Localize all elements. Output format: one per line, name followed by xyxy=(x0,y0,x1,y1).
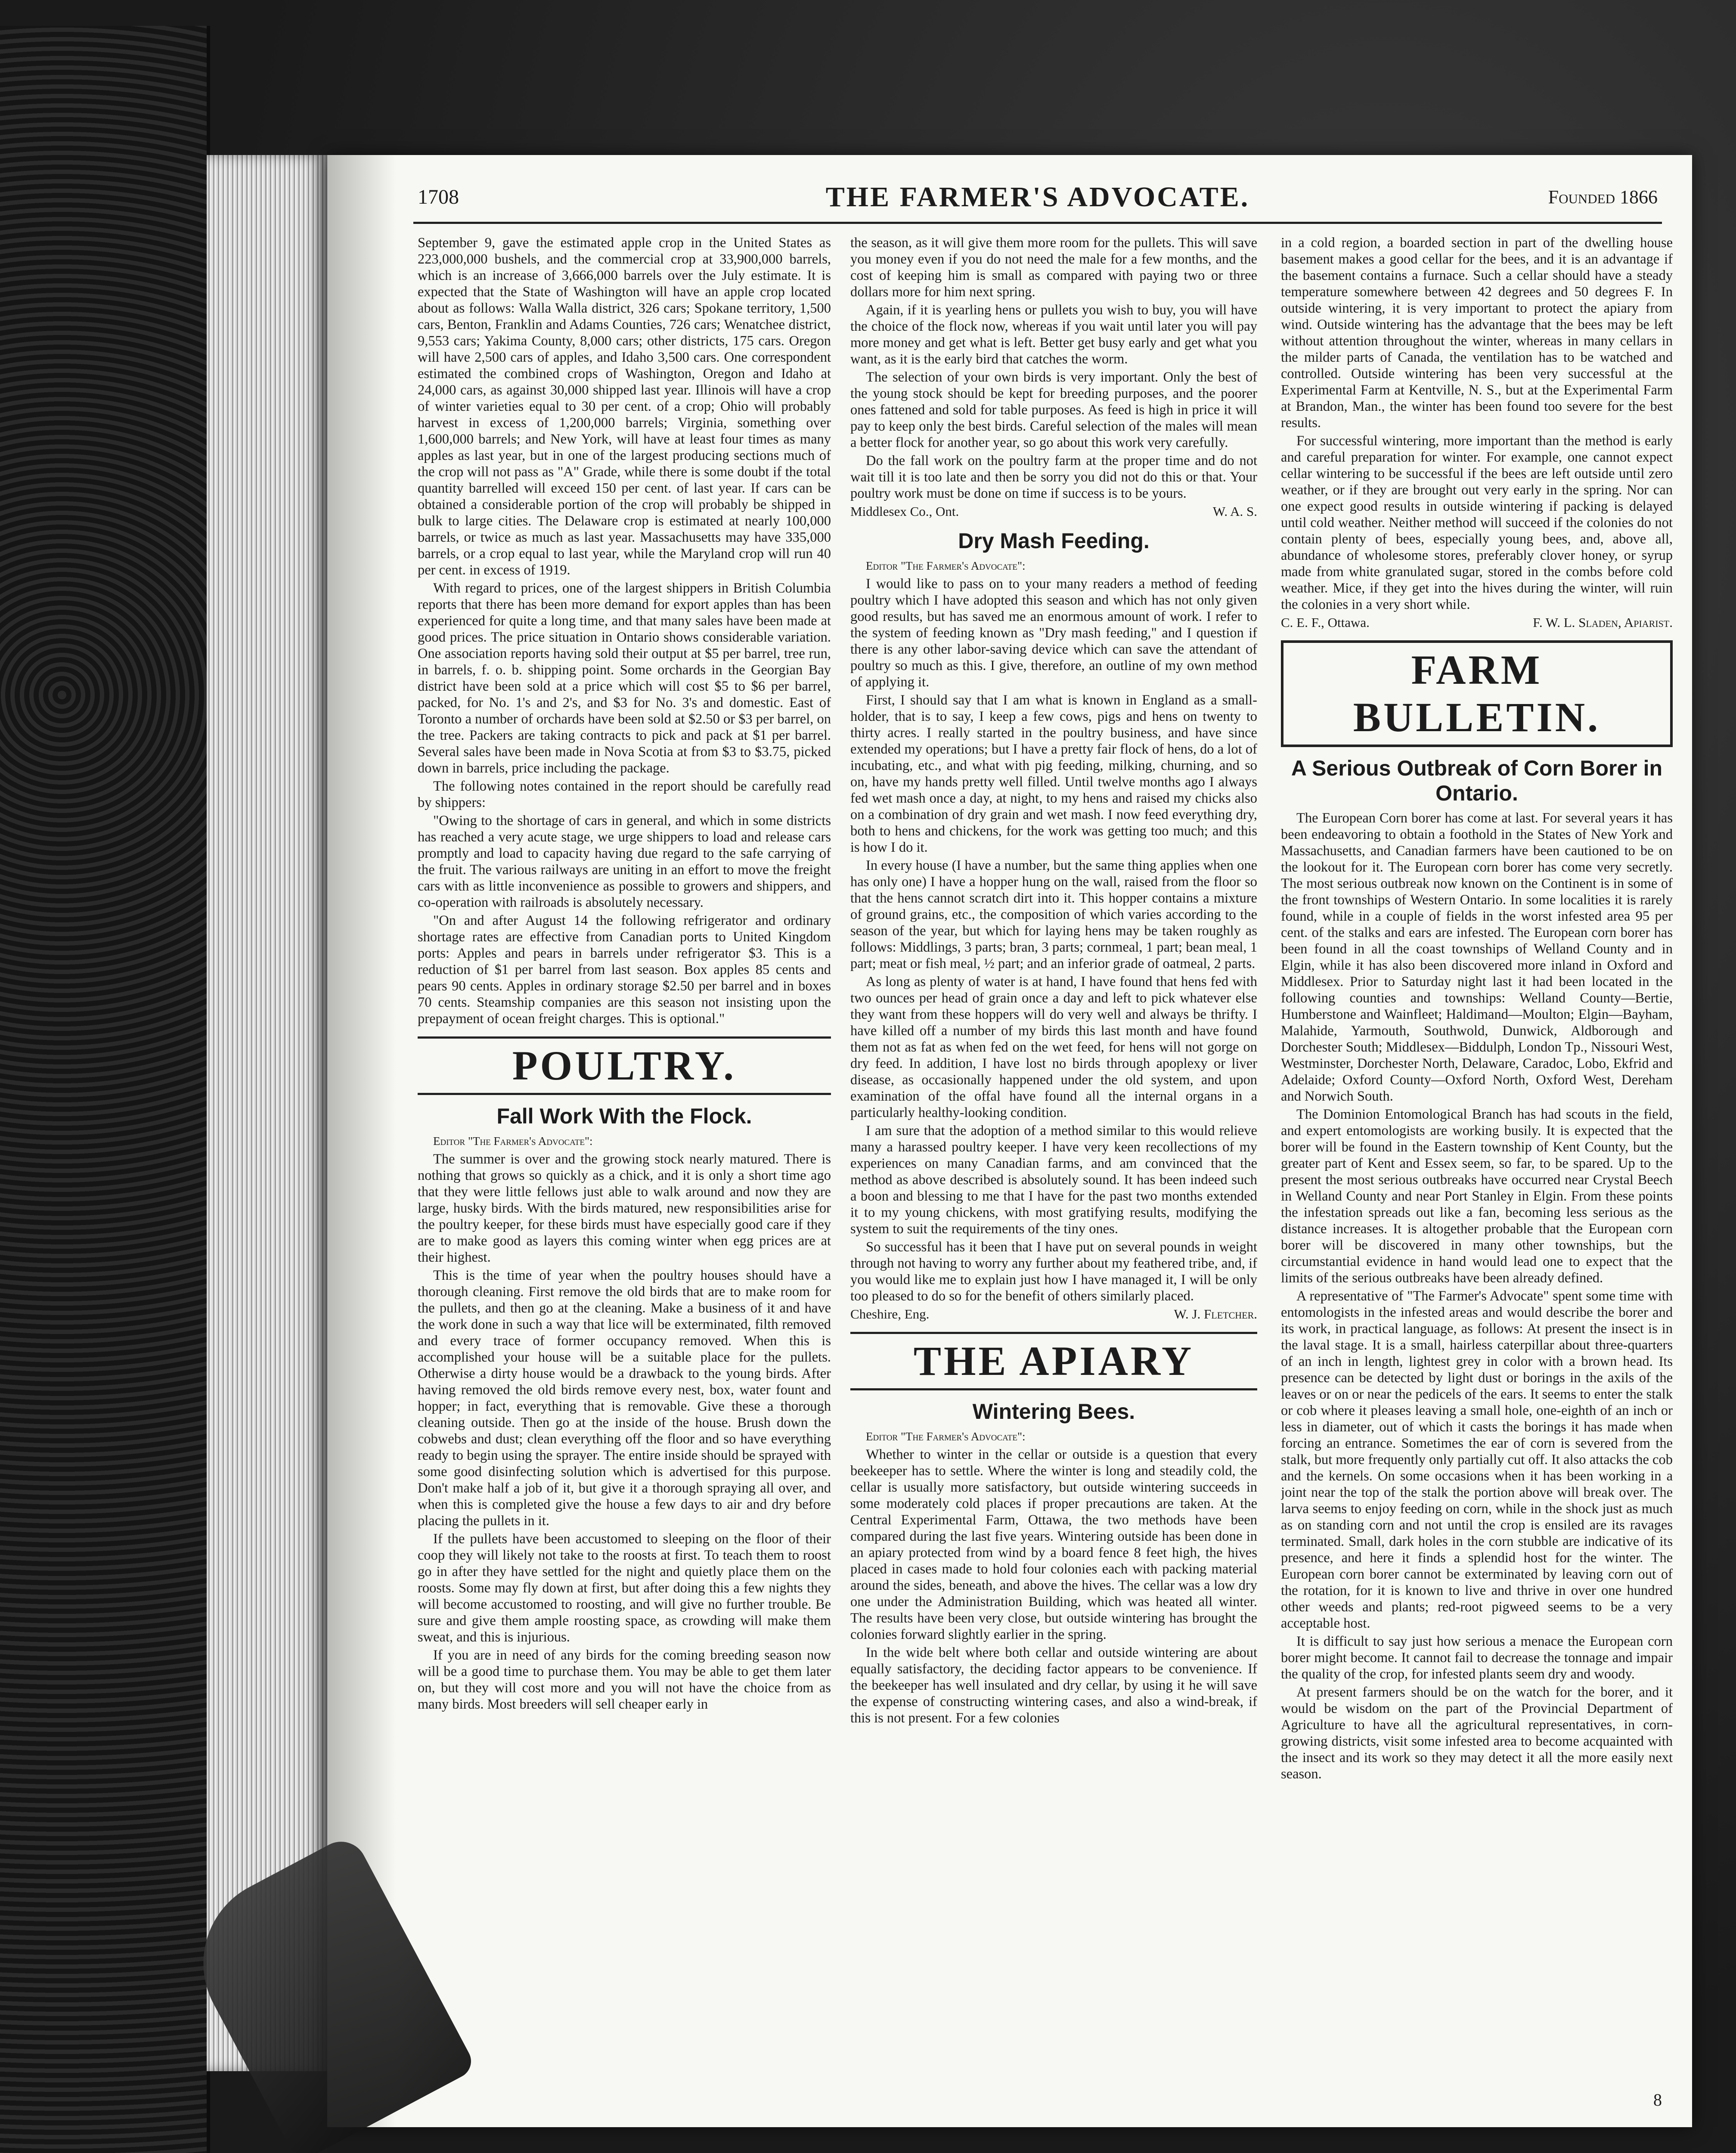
article-paragraph: The summer is over and the growing stock nearly matured. There is nothing that grows so quickly as a chick, and it is only a short time ago that they were little fellows just able to walk around and now they are large, husky birds. With the birds matured, new responsibilities arise for the poultry keeper, for these birds must have especially good care if they are to make good as layers this coming winter when egg prices are at their highest. xyxy=(418,1151,831,1265)
signature-place: Middlesex Co., Ont. xyxy=(850,504,959,519)
article-paragraph: In the wide belt where both cellar and outside wintering are about equally satisfactory, the deciding factor appears to be convenience. If the beekeeper has well insulated and dry cellar, by using it he will save the expense of constructing wintering cases, and also a wind-break, if this is not present. For a few colonies xyxy=(850,1645,1257,1726)
article-paragraph: The following notes contained in the report should be carefully read by shippers: xyxy=(418,779,831,810)
article-paragraph: Whether to winter in the cellar or outside is a question that every beekeeper has to settle. Where the winter is long and steadily cold, the cellar is usually more satisfactory, but outside wintering succeeds in some moderately cold places if proper precautions are taken. At the Central Experimental Farm, Ottawa, the two methods have been compared during the last five years. Wintering outside has been done in an apiary protected from wind by a board fence 8 feet high, the hives placed in cases made to hold four colonies each with packing material around the sides, beneath, and above the hives. The cellar was a low dry one under the Administration Building, which was heated all winter. The results have been very close, but outside wintering has brought the colonies forward slightly earlier in the spring. xyxy=(850,1447,1257,1642)
article-paragraph: "On and after August 14 the following refrigerator and ordinary shortage rates are effective from Canadian ports to United Kingdom ports: Apples and pears in barrels under refrigerator $3. This is a reduction of $1 per barrel from last season. Box apples 85 cents and pears 90 cents. Apples in ordinary storage $2.50 per barrel and in boxes 70 cents. Steamship companies are this season not insisting upon the prepayment of ocean freight charges. This is optional." xyxy=(418,913,831,1027)
founded-label: Founded 1866 xyxy=(1548,186,1658,208)
article-paragraph: So successful has it been that I have put on several pounds in weight through not having to worry any further about my feathered tribe, and, if you would like me to explain just how I have managed it, I will be only too pleased to do so for the benefit of others similarly placed. xyxy=(850,1239,1257,1304)
editor-salutation: Editor "The Farmer's Advocate": xyxy=(866,559,1026,572)
article-paragraph: At present farmers should be on the watch for the borer, and it would be wisdom on the part of the Provincial Department of Agriculture to have all the agricultural representatives, in corn-growing districts, visit some infested area to become acquainted with the insect and its work so they may detect it all the more easily next season. xyxy=(1281,1685,1673,1782)
article-paragraph: As long as plenty of water is at hand, I have found that hens fed with two ounces per head of grain once a day and left to pick whatever else they want from these hoppers will do very well and always be thrifty. I have killed off a number of my birds this last month and have found them not as fat as when fed on the wet feed, for hens will not gorge on dry feed. In addition, I have lost no birds through apoplexy or liver disease, as occasionally happened under the old system, and upon examination of the offal have found all the internal organs in a particularly healthy-looking condition. xyxy=(850,974,1257,1120)
signature-mark: 8 xyxy=(1653,2090,1662,2110)
article-paragraph: Do the fall work on the poultry farm at the proper time and do not wait till it is too late and then be sorry you did not do this or that. Your poultry work must be done on time if success is to be yours. xyxy=(850,453,1257,501)
article-paragraph: This is the time of year when the poultry houses should have a thorough cleaning. First remove the old birds that are to make room for the pullets, and then go at the cleaning. Make a business of it and have the work done in such a way that lice will be exterminated, filth removed and every trace of former occupancy removed. When this is accomplished your house will be a suitable place for the pullets. Otherwise a dirty house would be a drawback to the young birds. After having removed the old birds remove every nest, box, water fount and hopper; in fact, everything that is removable. Give these a thorough cleaning outside. Then go at the inside of the house. Brush down the cobwebs and dust; clean everything off the floor and so have everything ready to begin using the sprayer. The entire inside should be sprayed with some good disinfecting solution which is advertised for this purpose. Don't make half a job of it, but give it a thorough spraying all over, and when this is completed give the house a few days to air and dry before placing the pullets in it. xyxy=(418,1268,831,1529)
signature-author: W. J. Fletcher. xyxy=(1174,1306,1257,1322)
signature-author: F. W. L. Sladen, Apiarist. xyxy=(1533,615,1673,630)
article-paragraph: A representative of "The Farmer's Advocate" spent some time with entomologists in the infested areas and would describe the borer and its work, in practical language, as follows: At present the insect is in the laval stage. It is a small, hairless caterpillar about three-quarters of an inch in length, lightest grey in color with a brown head. Its presence can be detected by light dust or borings in the axils of the leaves or on or near the pedicels of the ears. It seems to enter the stalk or cob where it pleases leaving a small hole, one-eighth of an inch or less in diameter, out of which it casts the borings it has made when forcing an entrance. Sometimes the ear of corn is severed from the stalk, but more frequently only partially cut off. It also attacks the cob and the kernels. On some occasions when it has been working in a joint near the top of the stalk the portion above will break over. The larva seems to enjoy feeding on corn, while in the shock just as much as on standing corn and not until the crop is ensiled are its ravages terminated. Small, dark holes in the corn stubble are indicative of its presence, and here it finds a splendid host for the winter. The European corn borer cannot be exterminated by leaving corn out of the rotation, for it is known to live and thrive in over one hundred other weeds and plants; red-root pigweed seems to be a very acceptable host. xyxy=(1281,1288,1673,1631)
article-headline: Wintering Bees. xyxy=(972,1399,1135,1424)
department-heading-apiary: THE APIARY xyxy=(850,1332,1257,1390)
editor-salutation: Editor "The Farmer's Advocate": xyxy=(433,1135,593,1148)
signature-place: C. E. F., Ottawa. xyxy=(1281,615,1370,630)
article-paragraph: With regard to prices, one of the largest shippers in British Columbia reports that there has been more demand for export apples than has been experienced for quite a long time, and that many sales have been made at good prices. The price situation in Ontario shows considerable variation. One association reports having sold their output at $5 per barrel, tree run, in barrels, f. o. b. shipping point. Some orchards in the Georgian Bay district have been sold at a price which will cost $5 to $6 per barrel, packed, for No. 1's and 2's, and $3 for No. 3's and domestic. East of Toronto a number of orchards have been sold at $2.50 or $3 per barrel, on the tree. Packers are taking contracts to pick and pack at $1 per barrel. Several sales have been made in Nova Scotia at from $3 to $3.75, picked down in barrels, price including the package. xyxy=(418,580,831,776)
article-paragraph: The selection of your own birds is very important. Only the best of the young stock should be kept for breeding purposes, and the poorer ones fattened and sold for table purposes. As feed is high in price it will pay to keep only the best birds. Careful selection of the males will mean a better flock for another year, so go about this work very carefully. xyxy=(850,369,1257,450)
article-paragraph: the season, as it will give them more room for the pullets. This will save you money even if you do not need the male for a few months, and the cost of keeping him is small as compared with paying two or three dollars more for him next spring. xyxy=(850,235,1257,300)
article-paragraph: It is difficult to say just how serious a menace the European corn borer might become. It cannot fail to decrease the tonnage and impair the quality of the crop, for infested plants seem dry and woody. xyxy=(1281,1634,1673,1682)
signature-line xyxy=(850,1306,1257,1322)
department-heading-poultry: POULTRY. xyxy=(418,1036,831,1095)
article-paragraph: in a cold region, a boarded section in part of the dwelling house basement makes a good cellar for the bees, and it is an advantage if the basement contains a furnace. Such a cellar should have a steady temperature somewhere between 42 degrees and 50 degrees F. In outside wintering, it is very important to protect the apiary from wind. Outside wintering has the advantage that the bees may be left without attention throughout the winter, whereas in many cellars in the milder parts of Canada, the ventilation has to be watched and controlled. Outside wintering has been very successful at the Experimental Farm at Kentville, N. S., but at the Experimental Farm at Brandon, Man., the winter has been found too severe for the best results. xyxy=(1281,235,1673,431)
article-headline: Dry Mash Feeding. xyxy=(958,529,1150,553)
article-paragraph: If you are in need of any birds for the coming breeding season now will be a good time to purchase them. You may be able to get them later on, but they will cost more and you will not have the choice from as many birds. Most breeders will sell cheaper early in xyxy=(418,1647,831,1712)
article-paragraph: September 9, gave the estimated apple crop in the United States as 223,000,000 bushels, and the commercial crop at 33,900,000 barrels, which is an increase of 3,666,000 barrels over the July estimate. It is expected that the State of Washington will have an apple crop located about as follows: Walla Walla district, 326 cars; Spokane territory, 1,500 cars, Benton, Franklin and Adams Counties, 726 cars; Wenatchee district, 9,553 cars; Yakima County, 8,000 cars; other districts, 175 cars. Oregon will have 2,500 cars of apples, and Idaho 3,500 cars. One correspondent estimated the combined crops of Washington, Oregon and Idaho at 24,000 cars, as against 30,000 shipped last year. Illinois will have a crop of winter varieties equal to 30 per cent. of a crop; Ohio will probably harvest in excess of 1,200,000 barrels; Virginia, something over 1,600,000 barrels; and New York, will have at least four times as many apples as last year, but in one of the largest producing sections much of the crop will not pass as "A" Grade, while there is some doubt if the total quantity barrelled will exceed 150 per cent. of last year. If cars can be obtained a considerable portion of the crop will probably be shipped in bulk to large cities. The Delaware crop is estimated at nearly 100,000 barrels, or twice as much as last year. Massachusetts may have 335,000 barrels, or a crop equal to last year, while the Maryland crop will run 40 per cent. in excess of 1919. xyxy=(418,235,831,578)
article-headline: Fall Work With the Flock. xyxy=(496,1104,752,1128)
signature-line xyxy=(1281,614,1673,631)
running-head xyxy=(418,181,1658,224)
article-headline: A Serious Outbreak of Corn Borer in Ontario. xyxy=(1291,756,1663,805)
article-paragraph: First, I should say that I am what is known in England as a small-holder, that is to say, I keep a few cows, pigs and hens on twenty to thirty acres. I really started in the poultry business, and have since extended my operations; but I have a pretty fair flock of hens, do a lot of incubating, etc., and what with pig feeding, milking, churning, and so on, have my hands pretty well filled. Until twelve months ago I always fed wet mash once a day, at night, to my hens and raised my chicks also on a combination of dry grain and wet mash. I now feed everything dry, both to hens and chickens, for the work was getting too much; and this is how I do it. xyxy=(850,692,1257,855)
article-paragraph: The Dominion Entomological Branch has had scouts in the field, and expert entomologists are working busily. It is expected that the borer will be found in the Eastern township of Kent County, but the greater part of Kent and Essex seem, so far, to be spared. Up to the present the most serious outbreaks have occurred near Crystal Beech in Welland County and near Port Stanley in Elgin. From these points the infestation spreads out like a fan, becoming less serious as the distance increases. It is altogether probable that the European corn borer will be discovered in many other townships, but the circumstantial evidence in hand would lead one to expect that the limits of the serious outbreaks have been already defined. xyxy=(1281,1107,1673,1286)
article-paragraph: I would like to pass on to your many readers a method of feeding poultry which I have adopted this season and which has not only given good results, but has saved me an enormous amount of work. I refer to the system of feeding known as "Dry mash feeding," and I question if there is any other labor-saving device which can save the attendant of poultry so much as this. I give, therefore, an outline of my own method of applying it. xyxy=(850,576,1257,690)
page-number: 1708 xyxy=(418,186,459,208)
column-2 xyxy=(850,235,1257,2086)
book-page xyxy=(327,155,1692,2127)
patterned-endpaper xyxy=(0,26,210,2153)
column-3 xyxy=(1281,235,1673,2086)
signature-author: W. A. S. xyxy=(1212,504,1257,519)
gutter-shadow xyxy=(327,155,396,2127)
column-1 xyxy=(418,235,831,2086)
article-paragraph: Again, if it is yearling hens or pullets you wish to buy, you will have the choice of the flock now, whereas if you wait until later you will pay more money and get what is left. Better get busy early and get what you want, as it is the early bird that catches the worm. xyxy=(850,302,1257,367)
header-rule xyxy=(413,222,1662,224)
department-heading-farm-bulletin: FARM BULLETIN. xyxy=(1281,640,1673,747)
signature-line xyxy=(850,503,1257,520)
article-paragraph: In every house (I have a number, but the same thing applies when one has only one) I have a hopper hung on the wall, raised from the floor so that the hens cannot scratch dirt into it. This hopper contains a mixture of ground grains, etc., the composition of which varies according to the season of the year, but which for laying hens may be taken roughly as follows: Middlings, 3 parts; bran, 3 parts; cornmeal, 1 part; bean meal, 1 part; meat or fish meal, ½ part; and an inferior grade of oatmeal, 2 parts. xyxy=(850,858,1257,971)
article-paragraph: For successful wintering, more important than the method is early and careful preparation for winter. For example, one cannot expect cellar wintering to be successful if the bees are left outside until zero weather, or if they are brought out very early in the spring. Nor can one expect good results in outside wintering if packing is delayed until cold weather. Neither method will succeed if the colonies do not contain plenty of bees, especially young bees, and, above all, abundance of wholesome stores, preferably clover honey, or syrup made from white granulated sugar, stored in the combs before cold weather. Mice, if they get into the hives during the winter, will ruin the colonies in a very short while. xyxy=(1281,433,1673,612)
article-paragraph: If the pullets have been accustomed to sleeping on the floor of their coop they will likely not take to the roosts at first. To teach them to roost go in after they have settled for the night and quietly place them on the roosts. Some may fly down at first, but after doing this a few nights they will become accustomed to roosting, and will give no further trouble. Be sure and give them ample roosting space, as crowding will make them sweat, and this is injurious. xyxy=(418,1531,831,1645)
article-paragraph: The European Corn borer has come at last. For several years it has been endeavoring to obtain a foothold in the States of New York and Massachusetts, and Canadian farmers have been cautioned to be on the lookout for it. The European corn borer has come very secretly. The most serious outbreak now known on the Continent is in some of the front townships of Western Ontario. In some localities it is rarely found, while in a couple of fields in the worst infested area 95 per cent. of the stalks and ears are infested. The European corn borer has been found in all the coast townships of Welland County and in Elgin, while it has also been discovered more inland in Oxford and Middlesex. Prior to Saturday night last it had been located in the following counties and townships: Welland County—Bertie, Humberstone and Wainfleet; Haldimand—Moulton; Elgin—Bayham, Malahide, Yarmouth, Southwold, Dunwick, Aldborough and Dorchester South; Middlesex—Biddulph, London Tp., Nissouri West, Westminster, Dorchester North, Delaware, Caradoc, Lobo, Ekfrid and Adelaide; Oxford County—Oxford North, Oxford West, Dereham and Norwich South. xyxy=(1281,810,1673,1104)
signature-place: Cheshire, Eng. xyxy=(850,1306,930,1322)
masthead: THE FARMER'S ADVOCATE. xyxy=(825,181,1250,213)
page-edges xyxy=(207,155,327,2071)
editor-salutation: Editor "The Farmer's Advocate": xyxy=(866,1430,1026,1443)
article-paragraph: "Owing to the shortage of cars in general, and which in some districts has reached a very acute stage, we urge shippers to load and release cars promptly and load to capacity having due regard to the safe carrying of the fruit. The various railways are uniting in an effort to move the freight cars with as little inconvenience as possible to growers and shippers, and co-operation with railroads is absolutely necessary. xyxy=(418,813,831,910)
article-paragraph: I am sure that the adoption of a method similar to this would relieve many a harassed poultry keeper. I have very keen recollections of my experiences on many Canadian farms, and am convinced that the method as above described is absolutely sound. It has been indeed such a boon and blessing to me that I have for the past two months extended it to my young chickens, with most gratifying results, modifying the system to suit the requirements of the tiny ones. xyxy=(850,1123,1257,1237)
